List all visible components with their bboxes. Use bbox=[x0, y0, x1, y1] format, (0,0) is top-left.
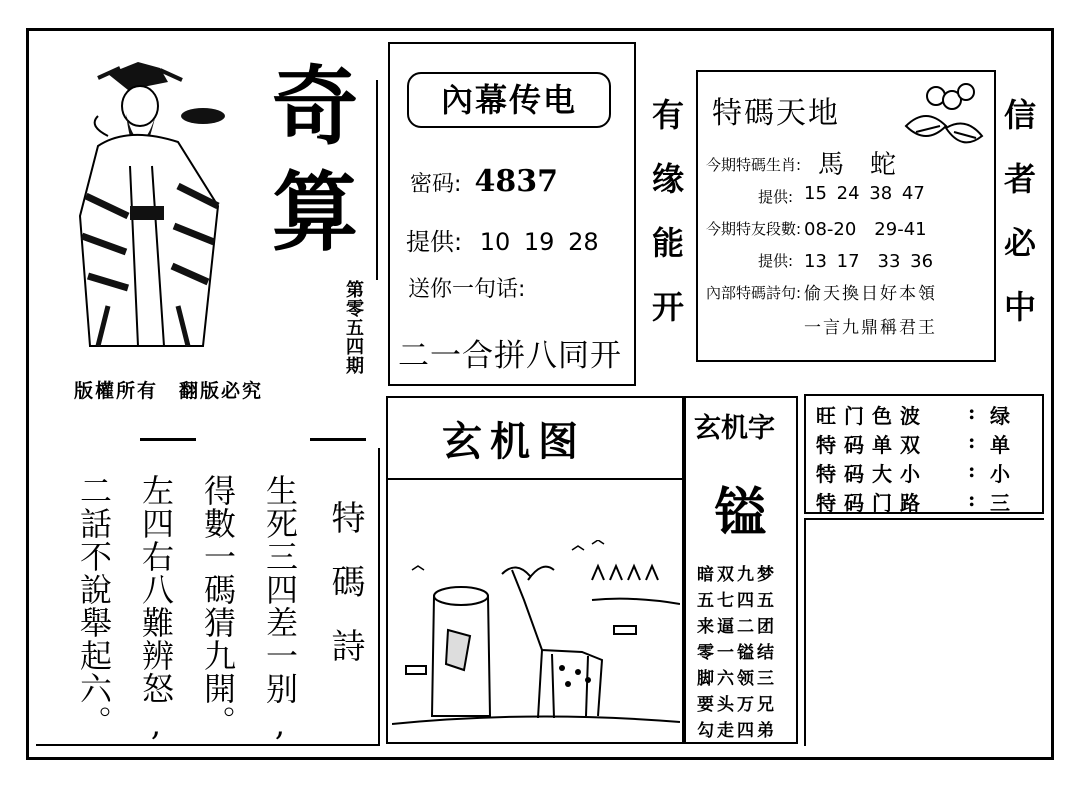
empty-panel bbox=[804, 518, 1044, 746]
info-label: 旺门色波 bbox=[816, 404, 928, 428]
mima-row bbox=[410, 164, 558, 199]
range-label: 今期特友段數: bbox=[706, 220, 802, 238]
issue-number: 第零五四期 bbox=[343, 280, 364, 375]
poem-column: 生死三四差一别, bbox=[261, 474, 299, 744]
poem-column: 二話不說舉起六。 bbox=[75, 474, 113, 738]
slogan-left: 有缘能开 bbox=[647, 98, 685, 354]
xuanjizi-line: 零一镒结 bbox=[697, 643, 777, 663]
tigong2-label: 提供: bbox=[758, 252, 794, 270]
neimu-tigong-values: 10 19 28 bbox=[479, 228, 599, 256]
mima-value: 4837 bbox=[474, 164, 559, 199]
zodiac-value: 馬 蛇 bbox=[818, 150, 897, 180]
title-char-2: 算 bbox=[272, 162, 358, 263]
info-value: 三 bbox=[990, 491, 1010, 515]
info-value: 单 bbox=[990, 433, 1010, 457]
copyright-notice: 版權所有 翻版必究 bbox=[74, 380, 264, 402]
info-colon: : bbox=[968, 487, 976, 511]
temadi-title: 特碼天地 bbox=[712, 96, 840, 131]
xuanjizi-line: 脚六领三 bbox=[697, 669, 777, 689]
tigong1-values: 15 24 38 47 bbox=[804, 183, 925, 204]
xuanjitu-title: 玄机图 bbox=[442, 418, 586, 465]
poem-label: 內部特碼詩句: bbox=[706, 284, 802, 302]
slogan-right: 信者必中 bbox=[999, 98, 1037, 354]
neimu-phrase: 二一合拼八同开 bbox=[398, 338, 622, 374]
neimu-title: 內幕传电 bbox=[407, 72, 611, 128]
info-colon: : bbox=[968, 429, 976, 453]
mima-label: 密码: bbox=[410, 172, 462, 197]
xuanjizi-line: 来逼二团 bbox=[697, 617, 777, 637]
deer-illustration bbox=[392, 540, 680, 730]
info-label: 特码门路 bbox=[816, 491, 928, 515]
title-char-1: 奇 bbox=[272, 56, 358, 157]
grape-decoration bbox=[896, 76, 986, 156]
info-label: 特码单双 bbox=[816, 433, 928, 457]
info-colon: : bbox=[968, 458, 976, 482]
range-values: 08-20 29-41 bbox=[804, 219, 927, 240]
xuanjizi-line: 暗双九梦 bbox=[697, 565, 777, 585]
xuanjizi-title: 玄机字 bbox=[694, 413, 775, 444]
info-value: 绿 bbox=[990, 404, 1010, 428]
xuanjizi-line: 五七四五 bbox=[697, 591, 777, 611]
zodiac-label: 今期特碼生肖: bbox=[706, 156, 802, 174]
god-figure-illustration bbox=[68, 56, 238, 356]
poem-column: 左四右八難辨怒, bbox=[137, 474, 175, 744]
xuanjizi-line: 要头万兄 bbox=[697, 695, 777, 715]
dash-left bbox=[140, 438, 196, 441]
dash-right bbox=[310, 438, 366, 441]
title-divider bbox=[376, 80, 378, 280]
song-label: 送你一句话: bbox=[408, 277, 526, 302]
tigong1-label: 提供: bbox=[758, 188, 794, 206]
xuanjizi-line: 勾走四弟 bbox=[697, 721, 777, 741]
info-value: 小 bbox=[990, 462, 1010, 486]
poem-column: 得數一碼猜九開。 bbox=[199, 474, 237, 738]
tigong2-values: 13 17 33 36 bbox=[804, 251, 934, 272]
xuanjitu-divider bbox=[386, 478, 684, 480]
poem-line-2: 一言九鼎稱君王 bbox=[804, 318, 937, 338]
tema-shi-title: 特碼詩 bbox=[325, 500, 365, 692]
poem-line-1: 偷天換日好本領 bbox=[804, 284, 937, 304]
info-colon: : bbox=[968, 400, 976, 424]
xuanjizi-char: 镒 bbox=[714, 482, 767, 543]
neimu-tigong-row bbox=[406, 222, 599, 257]
info-label: 特码大小 bbox=[816, 462, 928, 486]
neimu-tigong-label: 提供: bbox=[406, 228, 463, 256]
